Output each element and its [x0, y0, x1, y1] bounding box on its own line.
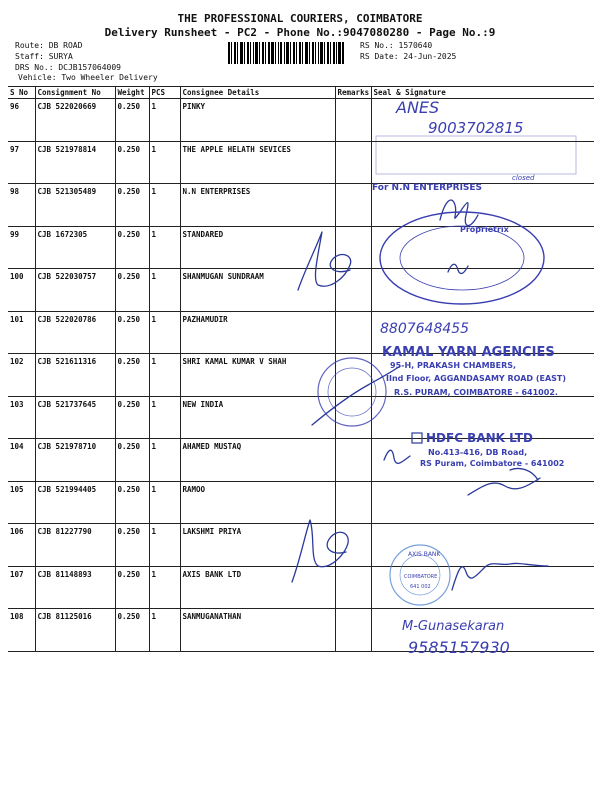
- cell-remarks: [335, 184, 371, 227]
- table-row: [8, 481, 594, 524]
- cell-sno: 106: [8, 524, 35, 567]
- cell-weight: 0.250: [115, 141, 149, 184]
- cell-pcs: 1: [149, 609, 180, 652]
- rs-number: RS No.: 1570640: [360, 41, 433, 50]
- cell-seal-signature: [371, 226, 594, 269]
- row104-stamp-name: HDFC BANK LTD: [426, 431, 533, 445]
- cell-pcs: 1: [149, 184, 180, 227]
- cell-remarks: [335, 99, 371, 142]
- cell-seal-signature: [371, 269, 594, 312]
- cell-weight: 0.250: [115, 481, 149, 524]
- cell-weight: 0.250: [115, 439, 149, 482]
- cell-consignment-no: CJB 81148893: [35, 566, 115, 609]
- cell-consignee: THE APPLE HELATH SEVICES: [180, 141, 335, 184]
- cell-consignee: PAZHAMUDIR: [180, 311, 335, 354]
- cell-consignment-no: CJB 521737645: [35, 396, 115, 439]
- cell-sno: 98: [8, 184, 35, 227]
- cell-consignee: NEW INDIA: [180, 396, 335, 439]
- cell-consignee: N.N ENTERPRISES: [180, 184, 335, 227]
- cell-seal-signature: [371, 141, 594, 184]
- cell-consignment-no: CJB 522030757: [35, 269, 115, 312]
- drs-number: DRS No.: DCJB157064009: [15, 63, 121, 72]
- cell-remarks: [335, 354, 371, 397]
- cell-seal-signature: [371, 481, 594, 524]
- rs-date: RS Date: 24-Jun-2025: [360, 52, 457, 61]
- table-row: [8, 226, 594, 269]
- staff-label: Staff: SURYA: [15, 52, 73, 61]
- cell-consignee: PINKY: [180, 99, 335, 142]
- cell-pcs: 1: [149, 354, 180, 397]
- row104-stamp-line2: RS Puram, Coimbatore - 641002: [420, 459, 565, 468]
- cell-pcs: 1: [149, 311, 180, 354]
- row98-stamp: For N.N ENTERPRISES: [372, 183, 483, 193]
- cell-consignee: STANDARED: [180, 226, 335, 269]
- cell-weight: 0.250: [115, 226, 149, 269]
- table-row: [8, 524, 594, 567]
- cell-remarks: [335, 524, 371, 567]
- cell-remarks: [335, 311, 371, 354]
- cell-sno: 103: [8, 396, 35, 439]
- table-row: [8, 99, 594, 142]
- row96-phone: 9003702815: [428, 119, 524, 137]
- cell-consignment-no: CJB 521611316: [35, 354, 115, 397]
- header-sno: S No: [8, 87, 35, 99]
- cell-pcs: 1: [149, 141, 180, 184]
- cell-consignment-no: CJB 521978814: [35, 141, 115, 184]
- cell-weight: 0.250: [115, 184, 149, 227]
- cell-weight: 0.250: [115, 396, 149, 439]
- cell-consignment-no: CJB 521305489: [35, 184, 115, 227]
- cell-pcs: 1: [149, 269, 180, 312]
- row102-stamp-line1: 95-H, PRAKASH CHAMBERS,: [390, 361, 517, 370]
- cell-remarks: [335, 609, 371, 652]
- route-label: Route: DB ROAD: [15, 41, 83, 50]
- table-row: [8, 566, 594, 609]
- row96-signature: ANES: [396, 98, 440, 117]
- row102-stamp-name: KAMAL YARN AGENCIES: [382, 345, 555, 360]
- cell-sno: 101: [8, 311, 35, 354]
- table-row: [8, 609, 594, 652]
- runsheet-table: [8, 86, 594, 652]
- cell-weight: 0.250: [115, 566, 149, 609]
- cell-consignee: LAKSHMI PRIYA: [180, 524, 335, 567]
- cell-sno: 104: [8, 439, 35, 482]
- cell-consignee: SHRI KAMAL KUMAR V SHAH: [180, 354, 335, 397]
- row101-phone: 8807648455: [380, 321, 470, 337]
- cell-consignment-no: CJB 521978710: [35, 439, 115, 482]
- cell-weight: 0.250: [115, 609, 149, 652]
- cell-remarks: [335, 566, 371, 609]
- cell-weight: 0.250: [115, 524, 149, 567]
- company-title: THE PROFESSIONAL COURIERS, COIMBATORE: [177, 12, 423, 25]
- header-consignment: Consignment No: [35, 87, 115, 99]
- row108-signature: M-Gunasekaran: [402, 619, 505, 634]
- cell-consignment-no: CJB 522020786: [35, 311, 115, 354]
- cell-pcs: 1: [149, 226, 180, 269]
- cell-consignment-no: CJB 1672305: [35, 226, 115, 269]
- cell-remarks: [335, 269, 371, 312]
- cell-pcs: 1: [149, 396, 180, 439]
- cell-weight: 0.250: [115, 354, 149, 397]
- table-row: [8, 184, 594, 227]
- table-row: [8, 141, 594, 184]
- table-row: [8, 396, 594, 439]
- header-pcs: PCS: [149, 87, 180, 99]
- row97-note: closed: [512, 174, 535, 182]
- cell-consignee: AXIS BANK LTD: [180, 566, 335, 609]
- header-weight: Weight: [115, 87, 149, 99]
- row107-stamp-city: COIMBATORE: [404, 574, 438, 580]
- row102-stamp-line3: R.S. PURAM, COIMBATORE - 641002.: [394, 388, 558, 397]
- cell-sno: 100: [8, 269, 35, 312]
- cell-remarks: [335, 481, 371, 524]
- cell-consignee: SANMUGANATHAN: [180, 609, 335, 652]
- row108-phone: 9585157930: [408, 638, 510, 657]
- table-row: [8, 354, 594, 397]
- table-row: [8, 311, 594, 354]
- row107-stamp-pin: 641 002: [410, 584, 431, 590]
- row107-stamp-name: AXIS BANK: [408, 551, 441, 558]
- vehicle-label: Vehicle: Two Wheeler Delivery: [18, 73, 158, 82]
- cell-remarks: [335, 439, 371, 482]
- barcode: [228, 42, 344, 64]
- cell-pcs: 1: [149, 481, 180, 524]
- table-row: [8, 439, 594, 482]
- cell-sno: 102: [8, 354, 35, 397]
- cell-consignment-no: CJB 521994405: [35, 481, 115, 524]
- cell-remarks: [335, 396, 371, 439]
- cell-weight: 0.250: [115, 311, 149, 354]
- cell-seal-signature: [371, 524, 594, 567]
- cell-consignment-no: CJB 522020669: [35, 99, 115, 142]
- cell-pcs: 1: [149, 439, 180, 482]
- cell-remarks: [335, 226, 371, 269]
- cell-seal-signature: [371, 99, 594, 142]
- cell-remarks: [335, 141, 371, 184]
- header-seal-signature: Seal & Signature: [371, 87, 594, 99]
- table-header-row: [8, 87, 594, 99]
- cell-sno: 108: [8, 609, 35, 652]
- row102-stamp-line2: IInd Floor, AGGANDASAMY ROAD (EAST): [386, 374, 567, 383]
- cell-consignment-no: CJB 81227790: [35, 524, 115, 567]
- cell-consignment-no: CJB 81125016: [35, 609, 115, 652]
- cell-pcs: 1: [149, 524, 180, 567]
- table-row: [8, 269, 594, 312]
- cell-sno: 99: [8, 226, 35, 269]
- cell-seal-signature: [371, 566, 594, 609]
- cell-weight: 0.250: [115, 99, 149, 142]
- cell-seal-signature: [371, 609, 594, 652]
- cell-seal-signature: [371, 311, 594, 354]
- cell-consignee: RAMOO: [180, 481, 335, 524]
- row104-stamp-line1: No.413-416, DB Road,: [428, 448, 528, 457]
- header-consignee: Consignee Details: [180, 87, 335, 99]
- runsheet-subtitle: Delivery Runsheet - PC2 - Phone No.:9047080280 - Page No.:9: [104, 26, 496, 39]
- cell-pcs: 1: [149, 566, 180, 609]
- cell-weight: 0.250: [115, 269, 149, 312]
- row99-stamp-text: Proprietrix: [460, 225, 509, 234]
- cell-seal-signature: [371, 396, 594, 439]
- cell-seal-signature: [371, 439, 594, 482]
- cell-seal-signature: [371, 354, 594, 397]
- cell-pcs: 1: [149, 99, 180, 142]
- cell-consignee: AHAMED MUSTAQ: [180, 439, 335, 482]
- cell-consignee: SHANMUGAN SUNDRAAM: [180, 269, 335, 312]
- cell-seal-signature: [371, 184, 594, 227]
- cell-sno: 96: [8, 99, 35, 142]
- cell-sno: 97: [8, 141, 35, 184]
- header-remarks: Remarks: [335, 87, 371, 99]
- cell-sno: 105: [8, 481, 35, 524]
- cell-sno: 107: [8, 566, 35, 609]
